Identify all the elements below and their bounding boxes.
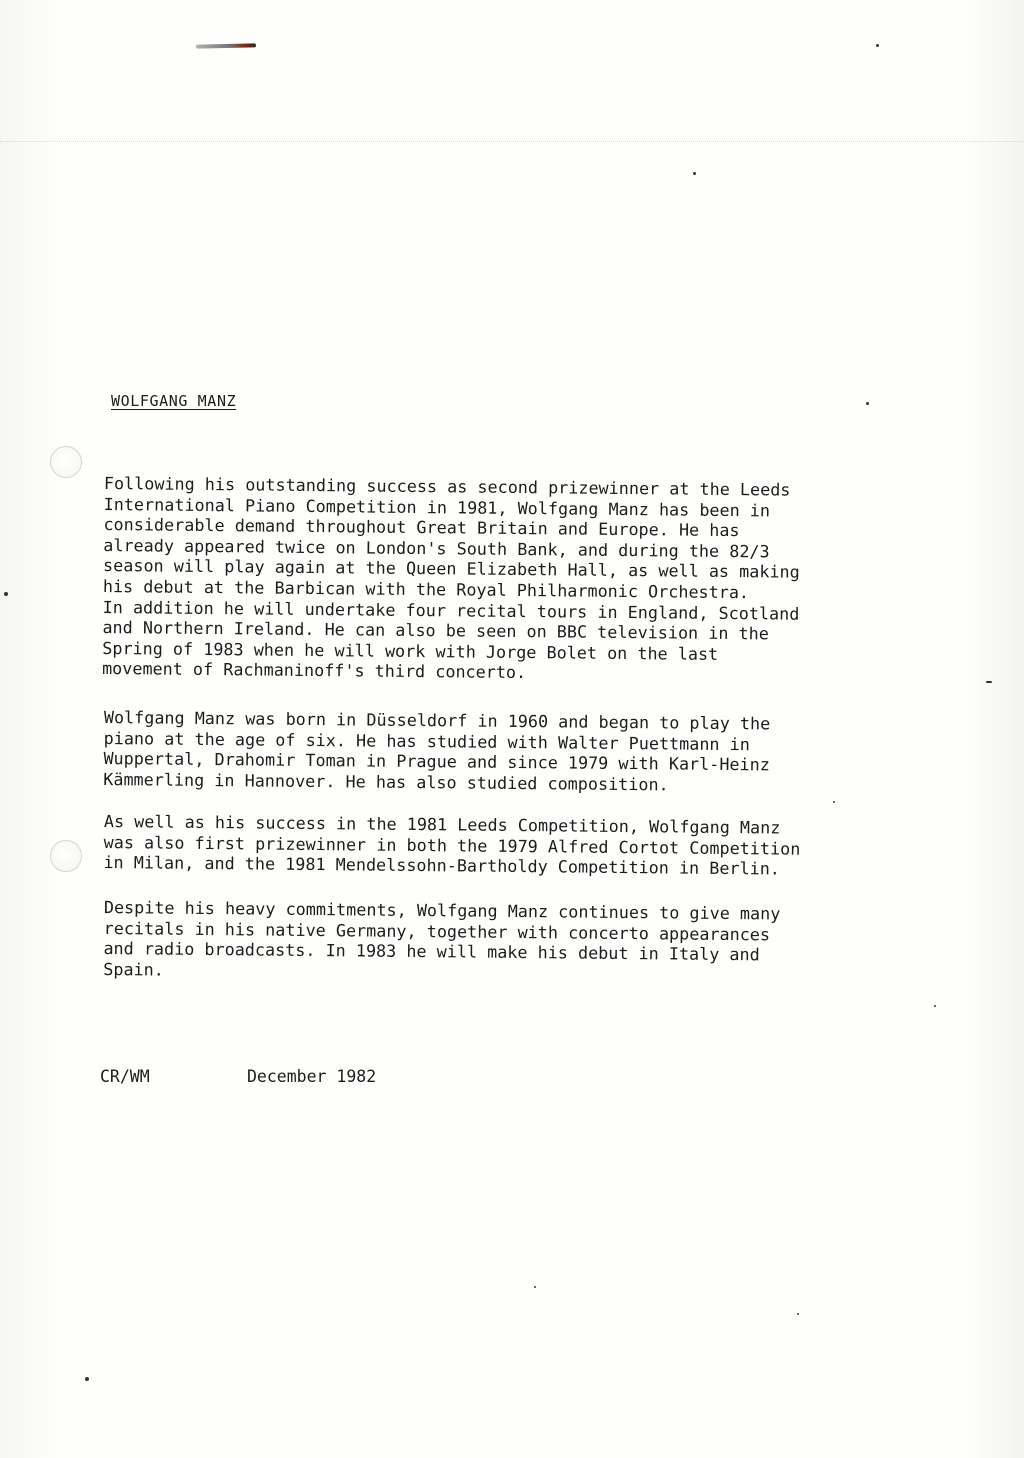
speck (797, 1313, 799, 1315)
paragraph-biography (103, 707, 770, 796)
text-line: was also first prizewinner in both the 1979 Alfred Cortot Competition (103, 831, 801, 859)
text-line: in Milan, and the 1981 Mendelssohn-Bartholdy Competition in Berlin. (103, 852, 781, 879)
speck (866, 402, 869, 405)
text-line: and radio broadcasts. In 1983 he will make his debut in Italy and (103, 938, 760, 965)
page-fold-line (0, 141, 1024, 142)
text-line: As well as his success in the 1981 Leeds Competition, Wolfgang Manz (103, 811, 781, 838)
text-line: already appeared twice on London's South Bank, and during the 82/3 (103, 534, 770, 562)
paragraph-prizes (103, 811, 800, 879)
text-line: season will play again at the Queen Elizabeth Hall, as well as making (103, 555, 800, 583)
paragraph-commitments (103, 897, 780, 986)
punch-hole-top (50, 446, 82, 478)
text-line: In addition he will undertake four recital tours in England, Scotland (102, 596, 800, 624)
text-line: Kämmerling in Hannover. He has also studied composition. (103, 768, 669, 795)
speck (876, 44, 879, 47)
speck (986, 681, 992, 683)
text-line: considerable demand throughout Great Britain and Europe. He has (103, 514, 740, 541)
document-reference: CR/WM (100, 1067, 150, 1086)
speck (934, 1005, 936, 1007)
text-line: Wolfgang Manz was born in Düsseldorf in 1960 and began to play the (103, 707, 771, 734)
speck (534, 1286, 536, 1288)
text-line: piano at the age of six. He has studied with Walter Puettmann in (103, 727, 750, 754)
pen-mark (196, 43, 256, 48)
speck (85, 1377, 89, 1381)
document-date: December 1982 (247, 1067, 377, 1086)
punch-hole-bottom (50, 840, 82, 872)
text-line: movement of Rachmaninoff's third concerto. (102, 658, 527, 683)
document-title: WOLFGANG MANZ (111, 392, 237, 410)
text-line: Despite his heavy commitments, Wolfgang Manz continues to give many (103, 897, 781, 924)
text-line: recitals in his native Germany, together with concerto appearances (103, 917, 771, 944)
paragraph-career (102, 473, 801, 686)
text-line: Spain. (103, 958, 164, 980)
text-line: International Piano Competition in 1981, Wolfgang Manz has been in (103, 493, 771, 520)
text-line: and Northern Ireland. He can also be seen on BBC television in the (102, 617, 769, 644)
text-line: his debut at the Barbican with the Royal Philharmonic Orchestra. (102, 575, 750, 603)
speck (833, 801, 835, 803)
speck (693, 172, 696, 175)
text-line: Spring of 1983 when he will work with Jorge Bolet on the last (102, 637, 719, 664)
text-line: Following his outstanding success as second prizewinner at the Leeds (103, 473, 791, 500)
speck (4, 592, 8, 596)
text-line: Wuppertal, Drahomir Toman in Prague and since 1979 with Karl-Heinz (103, 748, 770, 775)
